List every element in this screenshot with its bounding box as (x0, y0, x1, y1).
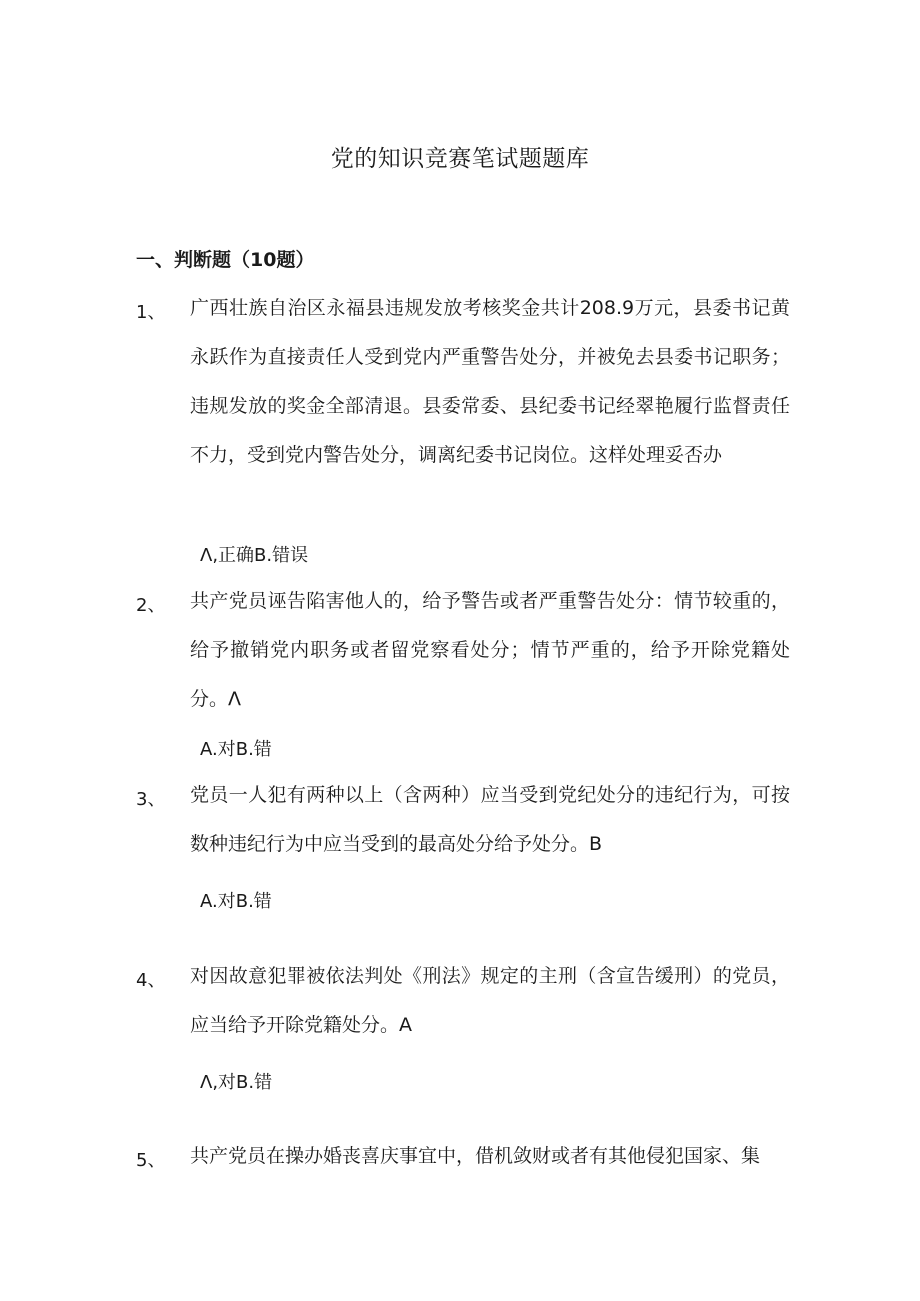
question-number: 2、 (136, 595, 166, 616)
question-text: 广西壮族自治区永福县违规发放考核奖金共计208.9万元，县委书记黄永跃作为直接责任人受到党内严重警告处分，并被免去县委书记职务；违规发放的奖金全部清退。县委常委、县纪委书记经翠艳履行监督责任不力，受到党内警告处分，调离纪委书记岗位。这样处理妥否办 (190, 297, 790, 466)
question-number: 4、 (136, 970, 166, 991)
question-options: A.对B.错 (200, 739, 272, 760)
question-text: 共产党员在操办婚丧喜庆事宜中，借机敛财或者有其他侵犯国家、集 (190, 1145, 761, 1167)
document-title: 党的知识竞赛笔试题题库 (330, 146, 590, 172)
question-number: 3、 (136, 789, 166, 810)
question-number: 1、 (136, 302, 166, 323)
question-text: 党员一人犯有两种以上（含两种）应当受到党纪处分的违纪行为，可按数种违纪行为中应当受到的最高处分给予处分。B (190, 784, 790, 855)
question-number: 5、 (136, 1150, 166, 1171)
question-options: Λ,正确B.错误 (200, 545, 309, 566)
question-text: 共产党员诬告陷害他人的，给予警告或者严重警告处分：情节较重的，给予撤销党内职务或者留党察看处分；情节严重的，给予开除党籍处分。Λ (190, 590, 790, 710)
question-text: 对因故意犯罪被依法判处《刑法》规定的主刑（含宣告缓刑）的党员，应当给予开除党籍处分。A (190, 965, 790, 1036)
question-options: A.对B.错 (200, 891, 272, 912)
section-heading: 一、判断题（10题） (136, 249, 315, 271)
question-options: Λ,对B.错 (200, 1072, 273, 1093)
